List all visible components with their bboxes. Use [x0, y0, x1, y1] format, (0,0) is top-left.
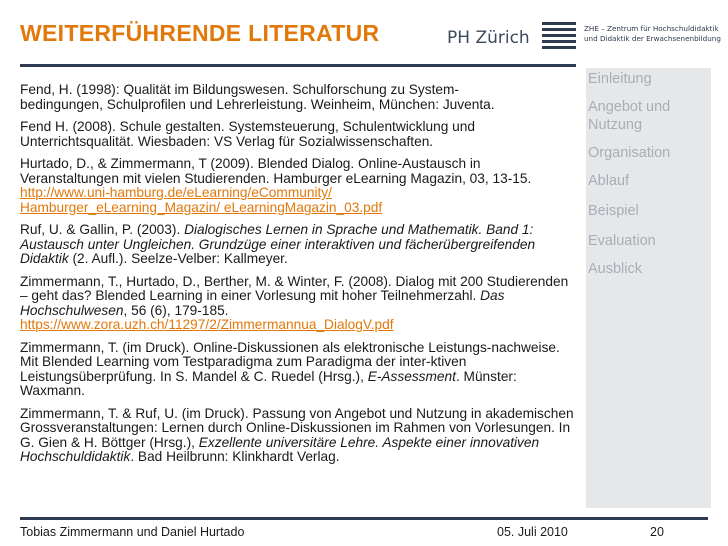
reference-title: Dialogisches Lernen in Sprache und Mathematik. Band 1: Austausch unter Ungleichen. Grundzüge einer interaktiven und fächerübergreifenden Didaktik	[20, 222, 536, 266]
reference-item	[20, 275, 576, 333]
sidebar-item-ausblick[interactable]: Ausblick	[588, 261, 642, 277]
reference-item	[20, 157, 576, 215]
reference-list	[20, 83, 576, 473]
bottom-divider	[20, 517, 708, 520]
zhe-logo-text	[584, 24, 724, 44]
page-number: 20	[650, 525, 664, 539]
footer-date: 05. Juli 2010	[497, 525, 568, 539]
reference-text: (2. Aufl.). Seelze-Velber: Kallmeyer.	[68, 251, 288, 266]
reference-line: bedingungen, Schulprofilen und Lehrerleistung. Weinheim, München: Juventa.	[20, 96, 495, 112]
reference-text: Zimmermann, T. & Ruf, U. (im Druck). Passung von Angebot und Nutzung in akademischen Grossveranstaltungen: Lernen durch Online-Diskussionen im Rahmen von Vorlesungen. In G. Gien & H. Böttger (Hrsg.),	[20, 405, 574, 450]
reference-item	[20, 223, 576, 267]
zhe-logo-line-1: ZHE – Zentrum für Hochschuldidaktik	[584, 24, 719, 33]
reference-item	[20, 341, 576, 399]
top-divider	[20, 64, 576, 67]
reference-text: Ruf, U. & Gallin, P. (2003).	[20, 222, 185, 237]
sidebar-item-angebot-und-nutzung[interactable]: Angebot und Nutzung	[588, 99, 671, 133]
reference-title: Das Hochschulwesen	[20, 288, 505, 318]
reference-title: E-Assessment	[367, 368, 456, 384]
reference-text: Zimmermann, T. (im Druck). Online-Diskussionen als elektronische Leistungs-nachweise. Mit Blended Learning vom Testparadigma zum Paradigma der inter-ktiven Leistungsüberprüfung. In S. Mandel & C. Ruedel (Hrsg.),	[20, 339, 560, 384]
sidebar-item-einleitung[interactable]: Einleitung	[588, 71, 652, 87]
sidebar-item-ablauf[interactable]: Ablauf	[588, 173, 630, 189]
reference-item	[20, 120, 576, 149]
slide-title: WEITERFÜHRENDE LITERATUR	[20, 20, 380, 46]
reference-line: Fend H. (2008). Schule gestalten. Systemsteuerung, Schulentwicklung und	[20, 119, 475, 134]
reference-item	[20, 407, 576, 465]
reference-item	[20, 83, 576, 112]
logo-bars-icon	[542, 22, 576, 50]
reference-text: . Bad Heilbrunn: Klinkhardt Verlag.	[130, 449, 340, 464]
reference-link[interactable]: http://www.uni-hamburg.de/eLearning/eCommunity/	[20, 185, 332, 200]
reference-line: Unterrichtsqualität. Wiesbaden: VS Verlag für Sozialwissenschaften.	[20, 133, 434, 149]
zhe-logo-line-2: und Didaktik der Erwachsenenbildung	[584, 34, 721, 43]
reference-text: . Münster: Waxmann.	[20, 368, 517, 398]
reference-text: Zimmermann, T., Hurtado, D., Berther, M. & Winter, F. (2008). Dialog mit 200 Studierenden – geht das? Blended Learning in einer Vorlesung mit hoher Teilnehmerzahl.	[20, 273, 569, 303]
sidebar-item-beispiel[interactable]: Beispiel	[588, 203, 639, 219]
reference-text: Hurtado, D., & Zimmermann, T (2009). Blended Dialog. Online-Austausch in Veranstaltungen mit vielen Studierenden. Hamburger eLearning Magazin, 03, 13-15.	[20, 156, 532, 186]
reference-text: , 56 (6), 179-185.	[123, 302, 229, 318]
reference-link[interactable]: Hamburger_eLearning_Magazin/ eLearningMagazin_03.pdf	[20, 199, 383, 215]
footer-authors: Tobias Zimmermann und Daniel Hurtado	[20, 525, 245, 539]
section-sidebar	[586, 68, 711, 508]
sidebar-item-organisation[interactable]: Organisation	[588, 145, 671, 161]
reference-line: Fend, H. (1998): Qualität im Bildungswesen. Schulforschung zu System-	[20, 82, 459, 97]
ph-zurich-logo: PH Zürich	[447, 28, 530, 48]
reference-link[interactable]: https://www.zora.uzh.ch/11297/2/Zimmermannua_DialogV.pdf	[20, 317, 394, 332]
sidebar-item-evaluation[interactable]: Evaluation	[588, 233, 656, 249]
reference-title: Exzellente universitäre Lehre. Aspekte einer innovativen Hochschuldidaktik	[20, 434, 540, 464]
